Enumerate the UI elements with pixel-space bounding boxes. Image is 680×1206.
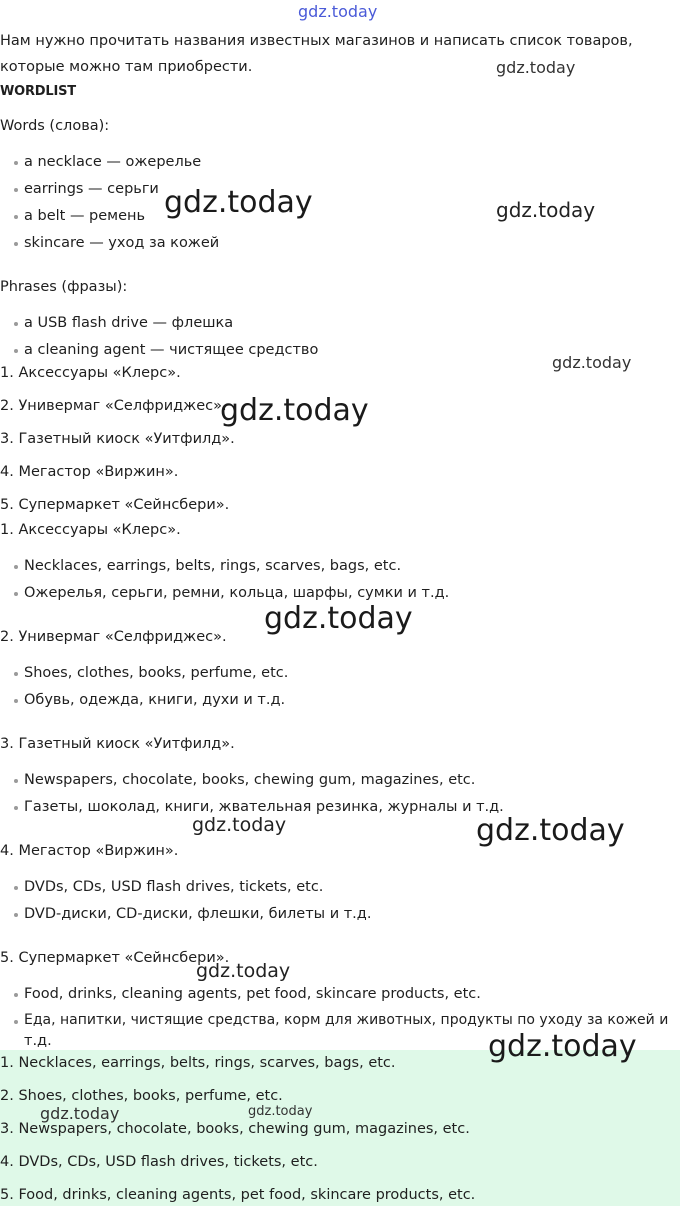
detail-en: Food, drinks, cleaning agents, pet food, skincare products, etc. — [24, 986, 481, 1002]
intro-line-2: которые можно там приобрести. — [0, 59, 253, 75]
answer-item: 4. DVDs, CDs, USD flash drives, tickets, etc. — [0, 1154, 318, 1170]
phrase-item: a cleaning agent — чистящее средство — [24, 342, 319, 358]
answer-item: 5. Food, drinks, cleaning agents, pet food, skincare products, etc. — [0, 1187, 476, 1203]
watermark: gdz.today — [552, 353, 632, 372]
word-item: skincare — уход за кожей — [24, 235, 220, 251]
detail-ru: Газеты, шоколад, книги, жвательная резинка, журналы и т.д. — [24, 799, 504, 815]
word-item: a belt — ремень — [24, 208, 146, 224]
watermark: gdz.today — [488, 1029, 637, 1064]
detail-ru-continued: т.д. — [24, 1033, 52, 1049]
word-item: earrings — серьги — [24, 181, 159, 197]
detail-en: DVDs, CDs, USD flash drives, tickets, etc. — [24, 879, 324, 895]
word-item: a necklace — ожерелье — [24, 154, 202, 170]
watermark: gdz.today — [264, 601, 413, 636]
detail-en: Necklaces, earrings, belts, rings, scarves, bags, etc. — [24, 558, 402, 574]
watermark: gdz.today — [40, 1104, 120, 1123]
detail-ru: Ожерелья, серьги, ремни, кольца, шарфы, сумки и т.д. — [24, 585, 450, 601]
watermark: gdz.today — [298, 2, 378, 21]
watermark: gdz.today — [248, 1104, 313, 1119]
phrase-item: a USB flash drive — флешка — [24, 315, 234, 331]
detail-ru: Обувь, одежда, книги, духи и т.д. — [24, 692, 286, 708]
watermark: gdz.today — [164, 185, 313, 220]
shop-item: 5. Супермаркет «Сейнсбери». — [0, 497, 230, 513]
answer-item: 1. Necklaces, earrings, belts, rings, scarves, bags, etc. — [0, 1055, 396, 1071]
watermark: gdz.today — [192, 814, 287, 836]
watermark: gdz.today — [496, 58, 576, 77]
detail-title: 5. Супермаркет «Сейнсбери». — [0, 950, 230, 966]
detail-title: 3. Газетный киоск «Уитфилд». — [0, 736, 235, 752]
detail-title: 4. Мегастор «Виржин». — [0, 843, 179, 859]
words-label: Words (слова): — [0, 118, 110, 134]
wordlist-heading: WORDLIST — [0, 84, 76, 99]
watermark: gdz.today — [196, 960, 291, 982]
detail-title: 2. Универмаг «Селфриджес». — [0, 629, 227, 645]
watermark: gdz.today — [476, 813, 625, 848]
watermark: gdz.today — [220, 393, 369, 428]
answer-item: 2. Shoes, clothes, books, perfume, etc. — [0, 1088, 283, 1104]
detail-ru: DVD-диски, CD-диски, флешки, билеты и т.д. — [24, 906, 372, 922]
answer-item: 3. Newspapers, chocolate, books, chewing gum, magazines, etc. — [0, 1121, 470, 1137]
detail-title: 1. Аксессуары «Клерс». — [0, 522, 181, 538]
phrases-label: Phrases (фразы): — [0, 279, 128, 295]
shop-item: 3. Газетный киоск «Уитфилд». — [0, 431, 235, 447]
watermark: gdz.today — [496, 198, 596, 222]
shop-item: 1. Аксессуары «Клерс». — [0, 365, 181, 381]
shop-item: 4. Мегастор «Виржин». — [0, 464, 179, 480]
detail-ru: Еда, напитки, чистящие средства, корм для животных, продукты по уходу за кожей и — [24, 1012, 669, 1028]
detail-en: Newspapers, chocolate, books, chewing gum, magazines, etc. — [24, 772, 476, 788]
detail-en: Shoes, clothes, books, perfume, etc. — [24, 665, 289, 681]
intro-line-1: Нам нужно прочитать названия известных магазинов и написать список товаров, — [0, 33, 633, 49]
shop-item: 2. Универмаг «Селфриджес». — [0, 398, 227, 414]
